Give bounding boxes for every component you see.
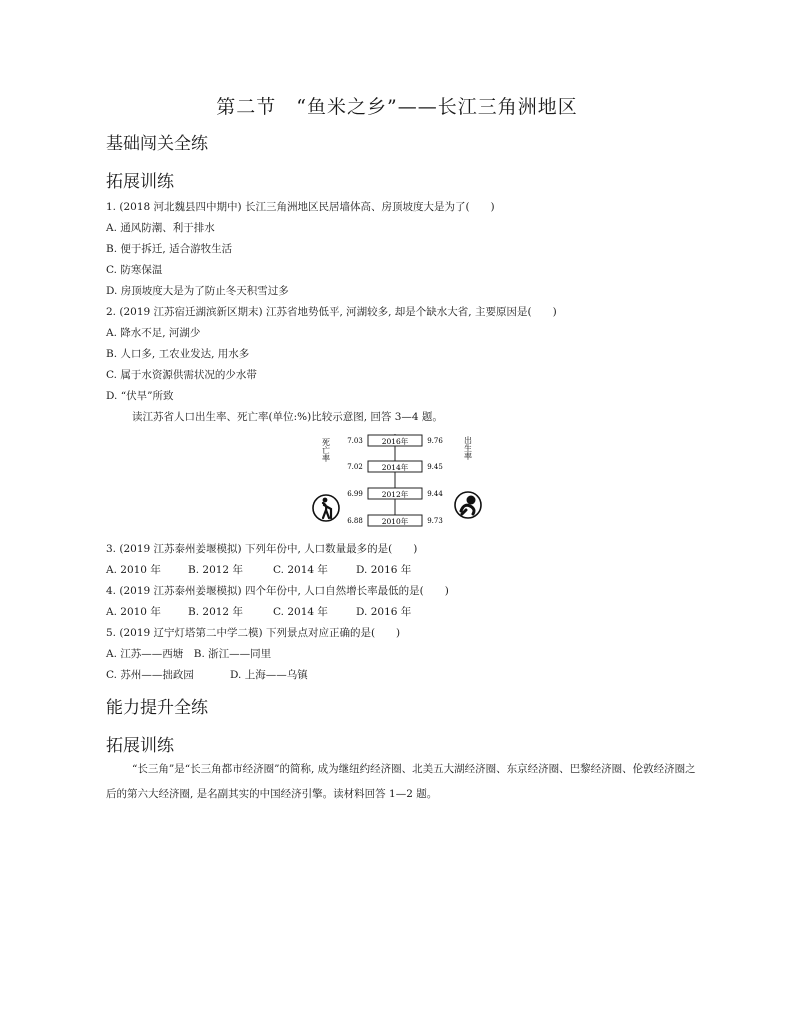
death-rate-value: 7.03 bbox=[347, 437, 363, 445]
question-4-option-c: C. 2014 年 bbox=[273, 606, 328, 618]
section-heading-basic: 基础闯关全练 bbox=[106, 134, 208, 154]
question-5-options-ab: A. 江苏——西塘 B. 浙江——同里 bbox=[106, 648, 272, 660]
question-5-option-c: C. 苏州——拙政园 bbox=[106, 669, 194, 681]
birth-rate-axis-label: 出生率 bbox=[463, 436, 473, 460]
birth-rate-value: 9.45 bbox=[427, 463, 443, 471]
question-2-stem: 2. (2019 江苏宿迁湖滨新区期末) 江苏省地势低平, 河湖较多, 却是个缺水大省, 主要原因是( ) bbox=[106, 306, 557, 318]
death-rate-axis-label: 死亡率 bbox=[321, 438, 331, 462]
question-2-option-a: A. 降水不足, 河湖少 bbox=[106, 327, 201, 339]
question-3-option-b: B. 2012 年 bbox=[188, 564, 243, 576]
question-3-stem: 3. (2019 江苏泰州姜堰模拟) 下列年份中, 人口数量最多的是( ) bbox=[106, 543, 418, 555]
year-label: 2014年 bbox=[381, 463, 409, 472]
baby-icon bbox=[455, 492, 481, 518]
birth-rate-value: 9.76 bbox=[427, 437, 443, 445]
year-label: 2012年 bbox=[381, 490, 409, 499]
figure-row bbox=[347, 461, 443, 472]
year-label: 2010年 bbox=[381, 517, 409, 526]
elderly-person-icon bbox=[313, 495, 339, 521]
figure-row bbox=[347, 515, 443, 526]
death-rate-value: 6.99 bbox=[347, 490, 363, 498]
question-4-option-d: D. 2016 年 bbox=[356, 606, 412, 618]
question-1-stem: 1. (2018 河北魏县四中期中) 长江三角洲地区民居墙体高、房顶坡度大是为了( ) bbox=[106, 201, 495, 213]
death-rate-value: 7.02 bbox=[347, 463, 363, 471]
question-3-option-c: C. 2014 年 bbox=[273, 564, 328, 576]
question-5-stem: 5. (2019 辽宁灯塔第二中学二模) 下列景点对应正确的是( ) bbox=[106, 627, 401, 639]
birth-death-rate-figure bbox=[306, 430, 496, 530]
year-label: 2016年 bbox=[381, 437, 409, 446]
section-heading-ability: 能力提升全练 bbox=[106, 698, 208, 718]
figure-row bbox=[347, 435, 443, 446]
question-3-option-a: A. 2010 年 bbox=[106, 564, 161, 576]
birth-rate-value: 9.73 bbox=[427, 517, 443, 525]
question-1-option-a: A. 通风防潮、利于排水 bbox=[106, 222, 215, 234]
figure-intro: 读江苏省人口出生率、死亡率(单位:%)比较示意图, 回答 3—4 题。 bbox=[132, 411, 443, 423]
question-1-option-d: D. 房顶坡度大是为了防止冬天积雪过多 bbox=[106, 285, 289, 297]
figure-row bbox=[347, 488, 443, 499]
question-1-option-b: B. 便于拆迁, 适合游牧生活 bbox=[106, 243, 233, 255]
question-2-option-d: D. “伏旱”所致 bbox=[106, 390, 174, 402]
question-2-option-c: C. 属于水资源供需状况的少水带 bbox=[106, 369, 257, 381]
page-title: 第二节 “鱼米之乡”——长江三角洲地区 bbox=[216, 96, 578, 118]
reading-passage: “长三角”是“长三角都市经济圈”的简称, 成为继纽约经济圈、北美五大湖经济圈、东京经济圈、巴黎经济圈、伦敦经济圈之后的第六大经济圈, 是名副其实的中国经济引擎。读材料回答 1—2 题。 bbox=[106, 763, 696, 800]
subsection-heading-expand-2: 拓展训练 bbox=[106, 736, 174, 756]
death-rate-value: 6.88 bbox=[347, 517, 363, 525]
question-3-option-d: D. 2016 年 bbox=[356, 564, 412, 576]
question-4-option-b: B. 2012 年 bbox=[188, 606, 243, 618]
question-5-option-d: D. 上海——乌镇 bbox=[230, 669, 308, 681]
subsection-heading-expand-1: 拓展训练 bbox=[106, 172, 174, 192]
question-4-stem: 4. (2019 江苏泰州姜堰模拟) 四个年份中, 人口自然增长率最低的是( ) bbox=[106, 585, 449, 597]
question-2-option-b: B. 人口多, 工农业发达, 用水多 bbox=[106, 348, 250, 360]
birth-rate-value: 9.44 bbox=[427, 490, 443, 498]
question-4-option-a: A. 2010 年 bbox=[106, 606, 161, 618]
question-1-option-c: C. 防寒保温 bbox=[106, 264, 163, 276]
